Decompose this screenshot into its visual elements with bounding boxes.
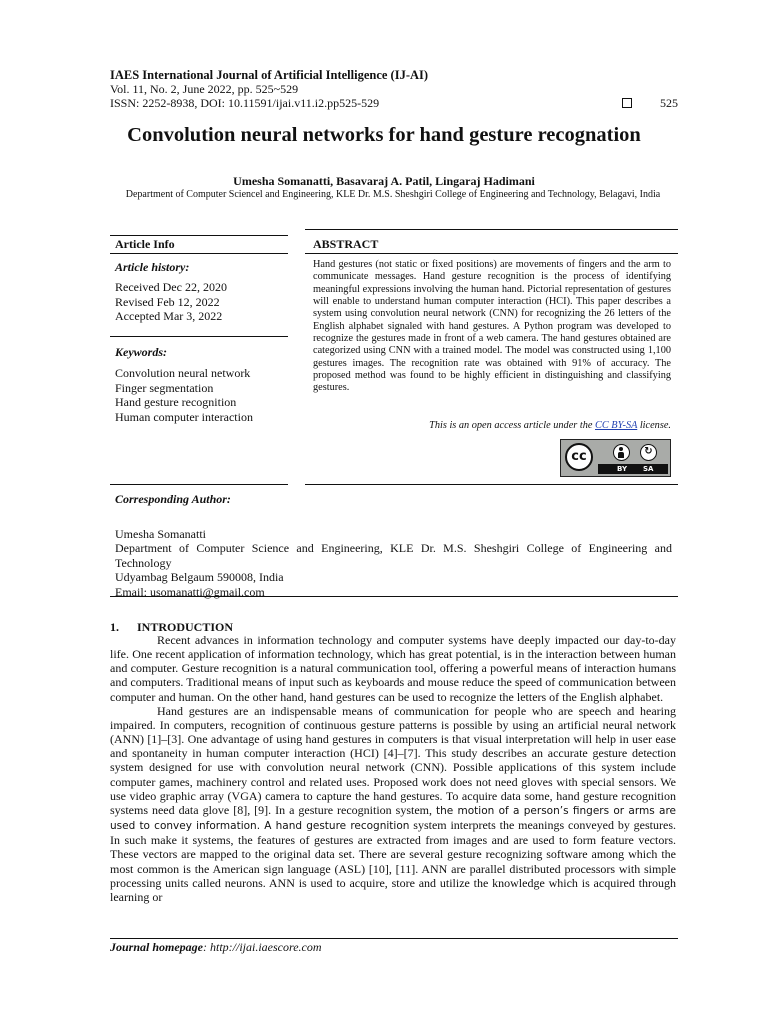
- article-history-label: Article history:: [115, 260, 190, 274]
- authors: Umesha Somanatti, Basavaraj A. Patil, Lingaraj Hadimani: [233, 174, 535, 188]
- license-prefix: This is an open access article under the: [429, 420, 595, 431]
- history-received: Received Dec 22, 2020: [115, 280, 227, 294]
- journal-name: IAES International Journal of Artificial Intelligence (IJ-AI): [110, 68, 429, 82]
- square-bullet-icon: [622, 98, 632, 108]
- divider: [305, 484, 678, 485]
- paragraph: Recent advances in information technology and computer systems have deeply impacted our day-to-day life. One recent application of information technology, which has great potential, is in the interaction between human and computer. Gesture recognition is a natural communication tool, offering a powerful means of interaction humans and computers. Traditional means of input such as keyboards and mouse reduce the speed of communication between computer and human. On the other hand, hand gestures can be used to recognize the letters of the English alphabet.: [110, 633, 676, 704]
- divider: [110, 253, 288, 254]
- keyword: Hand gesture recognition: [115, 395, 237, 409]
- journal-homepage-link[interactable]: : http://ijai.iaescore.com: [203, 940, 322, 954]
- article-history: [115, 280, 227, 324]
- license-line: [313, 420, 671, 431]
- divider: [305, 253, 678, 254]
- keywords-list: [115, 366, 253, 424]
- paragraph: [110, 704, 676, 904]
- badge-label-strip: [598, 464, 668, 474]
- issn-doi: ISSN: 2252-8938, DOI: 10.11591/ijai.v11.i2.pp525-529: [110, 96, 380, 110]
- paragraph-part: system interprets the meanings conveyed by gestures. In such make it systems, the features of gestures are extracted from images and are used to form feature vectors. These vectors are mapped to the original data set. There are several gesture recognizing software among which the most common is the American sign language (ASL) [10], [11]. ANN are parallel distributed processors with simple processing units called neurons. ANN is used to acquire, store and utilize the knowledge which is acquired through learning or: [110, 818, 677, 904]
- cc-logo-icon: cc: [565, 443, 593, 471]
- paper-title: Convolution neural networks for hand gesture recognation: [127, 124, 641, 146]
- corresponding-author-label: Corresponding Author:: [115, 492, 231, 506]
- keyword: Convolution neural network: [115, 366, 251, 380]
- cc-by-sa-link[interactable]: CC BY-SA: [595, 420, 638, 431]
- license-suffix: license.: [637, 420, 671, 431]
- journal-volume: Vol. 11, No. 2, June 2022, pp. 525~529: [110, 82, 299, 96]
- divider: [110, 484, 288, 485]
- badge-sa-label: SA: [643, 465, 654, 473]
- divider: [110, 235, 288, 236]
- section-number: 1.: [110, 620, 119, 634]
- corr-email: Email: usomanatti@gmail.com: [115, 584, 265, 599]
- history-accepted: Accepted Mar 3, 2022: [115, 309, 223, 323]
- corresponding-author-details: [115, 527, 672, 599]
- share-alike-icon: ↻: [640, 444, 657, 461]
- paragraph-part: the motion of a person’s fingers or arms are used to convey information. A hand gesture recognition: [110, 804, 676, 833]
- attribution-icon: [613, 444, 630, 461]
- paragraph-part: Hand gestures are an indispensable means of communication for people who are speech and hearing impaired. In computers, recognition of continuous gesture patterns is possible by using an artificial neural network (ANN) [1]–[3]. One advantage of using hand gestures in computers is that visual interpretation will help in user ease and spontaneity in human computer interaction (HCI) [4]–[7]. This study describes an accurate gesture detection system designed for use with convolution neural network (CNN). Possible applications of this system include computer games, machinery control and related uses. Proposed work does not need gloves with special sensors. We use video graphic array (VGA) camera to capture the hand gestures. To acquire data some, hand gesture recognition systems need data glove [8], [9]. In a gesture recognition system,: [110, 703, 676, 817]
- corr-name: Umesha Somanatti: [115, 527, 206, 541]
- section-title: INTRODUCTION: [137, 620, 234, 634]
- divider: [110, 336, 288, 337]
- cc-by-sa-badge[interactable]: [560, 439, 671, 477]
- divider: [110, 596, 678, 597]
- issn-line: [110, 96, 678, 111]
- page-number: 525: [660, 96, 678, 110]
- footer: [110, 940, 322, 955]
- abstract-heading: ABSTRACT: [313, 237, 379, 251]
- keyword: Finger segmentation: [115, 380, 214, 395]
- corr-department: Department of Computer Science and Engineering, KLE Dr. M.S. Sheshgiri College of Engineering and Technology: [115, 541, 672, 570]
- divider: [110, 938, 678, 939]
- introduction-body: [110, 633, 676, 904]
- affiliation: Department of Computer Sciencel and Engineering, KLE Dr. M.S. Sheshgiri College of Engineering and Technology, Belagavi, India: [125, 189, 661, 200]
- footer-label: Journal homepage: [110, 940, 204, 954]
- divider: [305, 229, 678, 230]
- keywords-label: Keywords:: [115, 345, 167, 359]
- badge-by-label: BY: [617, 465, 628, 473]
- history-revised: Revised Feb 12, 2022: [115, 294, 220, 309]
- abstract-text: Hand gestures (not static or fixed positions) are movements of fingers and the arm to communicate messages. Hand gesture recognition is the process of identifying meaningful expressions involving the human hand. Pictorial representation of gestures will enable to understand human computer interaction (HCI). This paper describes a system using convolution neural network (CNN) for recognizing the 26 letters of the English alphabet signaled with hand gestures. A Python program was developed to recognize the gestures made in front of a web camera. The hand gestures obtained are categorized using CNN with a trained model. The model was constructed using 1,100 gestures images. The recognition rate was obtained with 91% of accuracy. The proposed method was found to be highly efficient in distinguishing and classifying gestures.: [313, 259, 671, 394]
- corr-address: Udyambag Belgaum 590008, India: [115, 570, 284, 585]
- article-info-heading: Article Info: [115, 237, 175, 251]
- keyword: Human computer interaction: [115, 409, 253, 424]
